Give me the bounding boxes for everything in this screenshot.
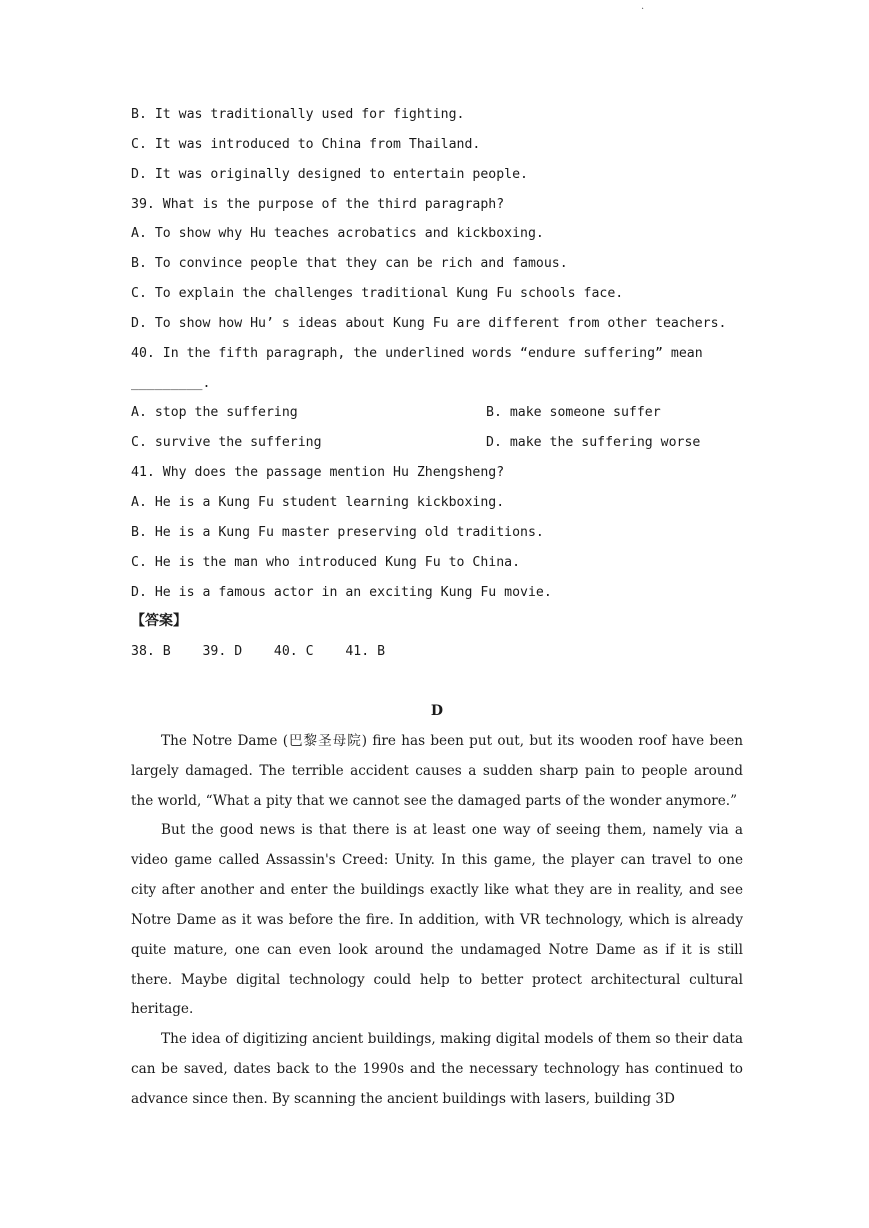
answer-heading: 【答案】 [131,613,187,630]
q40-option-d: D. make the suffering worse [486,435,701,451]
page-content [131,100,743,1115]
q38-option-d: D. It was originally designed to entertain people. [131,166,528,182]
q39-option-d: D. To show how Hu’ s ideas about Kung Fu are different from other teachers. [131,315,727,331]
q39-option-c: C. To explain the challenges traditional Kung Fu schools face. [131,286,624,302]
q40-blank: _________. [131,375,211,391]
q40-option-a: A. stop the suffering [131,405,298,421]
q41-option-c: C. He is the man who introduced Kung Fu to China. [131,554,521,570]
q39-option-a: A. To show why Hu teaches acrobatics and kickboxing. [131,226,544,242]
q39-stem: 39. What is the purpose of the third paragraph? [131,196,505,212]
passage-paragraph-2: But the good news is that there is at least one way of seeing them, namely via a video game called Assassin's Creed: Unity. In this game, the player can travel to one city after another and enter the buildings exactly like what they are in reality, and see Notre Dame as it was before the fire. In addition, with VR technology, which is already quite mature, one can even look around the undamaged Notre Dame as if it is still there. Maybe digital technology could help to better protect architectural cultural heritage. [131,822,743,1018]
passage-paragraph-1: The Notre Dame (巴黎圣母院) fire has been put out, but its wooden roof have been largely damaged. The terrible accident causes a sudden sharp pain to people around the world, “What a pity that we cannot see the damaged parts of the wonder anymore.” [131,732,743,809]
q40-options-row-1 [131,398,743,428]
q40-option-c: C. survive the suffering [131,435,322,451]
q41-option-a: A. He is a Kung Fu student learning kickboxing. [131,494,505,510]
q41-stem: 41. Why does the passage mention Hu Zhengsheng? [131,465,505,481]
q40-option-b: B. make someone suffer [486,405,661,421]
q41-option-d: D. He is a famous actor in an exciting Kung Fu movie. [131,584,552,600]
passage-paragraph-3: The idea of digitizing ancient buildings, making digital models of them so their data can be saved, dates back to the 1990s and the necessary technology has continued to advance since then. By scanning the ancient buildings with lasers, building 3D [131,1031,743,1107]
q38-option-b: B. It was traditionally used for fighting. [131,107,465,122]
header-mark: · [641,4,645,15]
q40-stem: 40. In the fifth paragraph, the underlined words “endure suffering” mean [131,345,703,361]
q39-option-b: B. To convince people that they can be rich and famous. [131,256,568,272]
q41-option-b: B. He is a Kung Fu master preserving old traditions. [131,524,544,540]
section-title: D [430,703,444,720]
q40-options-row-2 [131,428,743,458]
answer-values: 38. B 39. D 40. C 41. B [131,644,386,660]
q38-option-c: C. It was introduced to China from Thailand. [131,136,481,152]
